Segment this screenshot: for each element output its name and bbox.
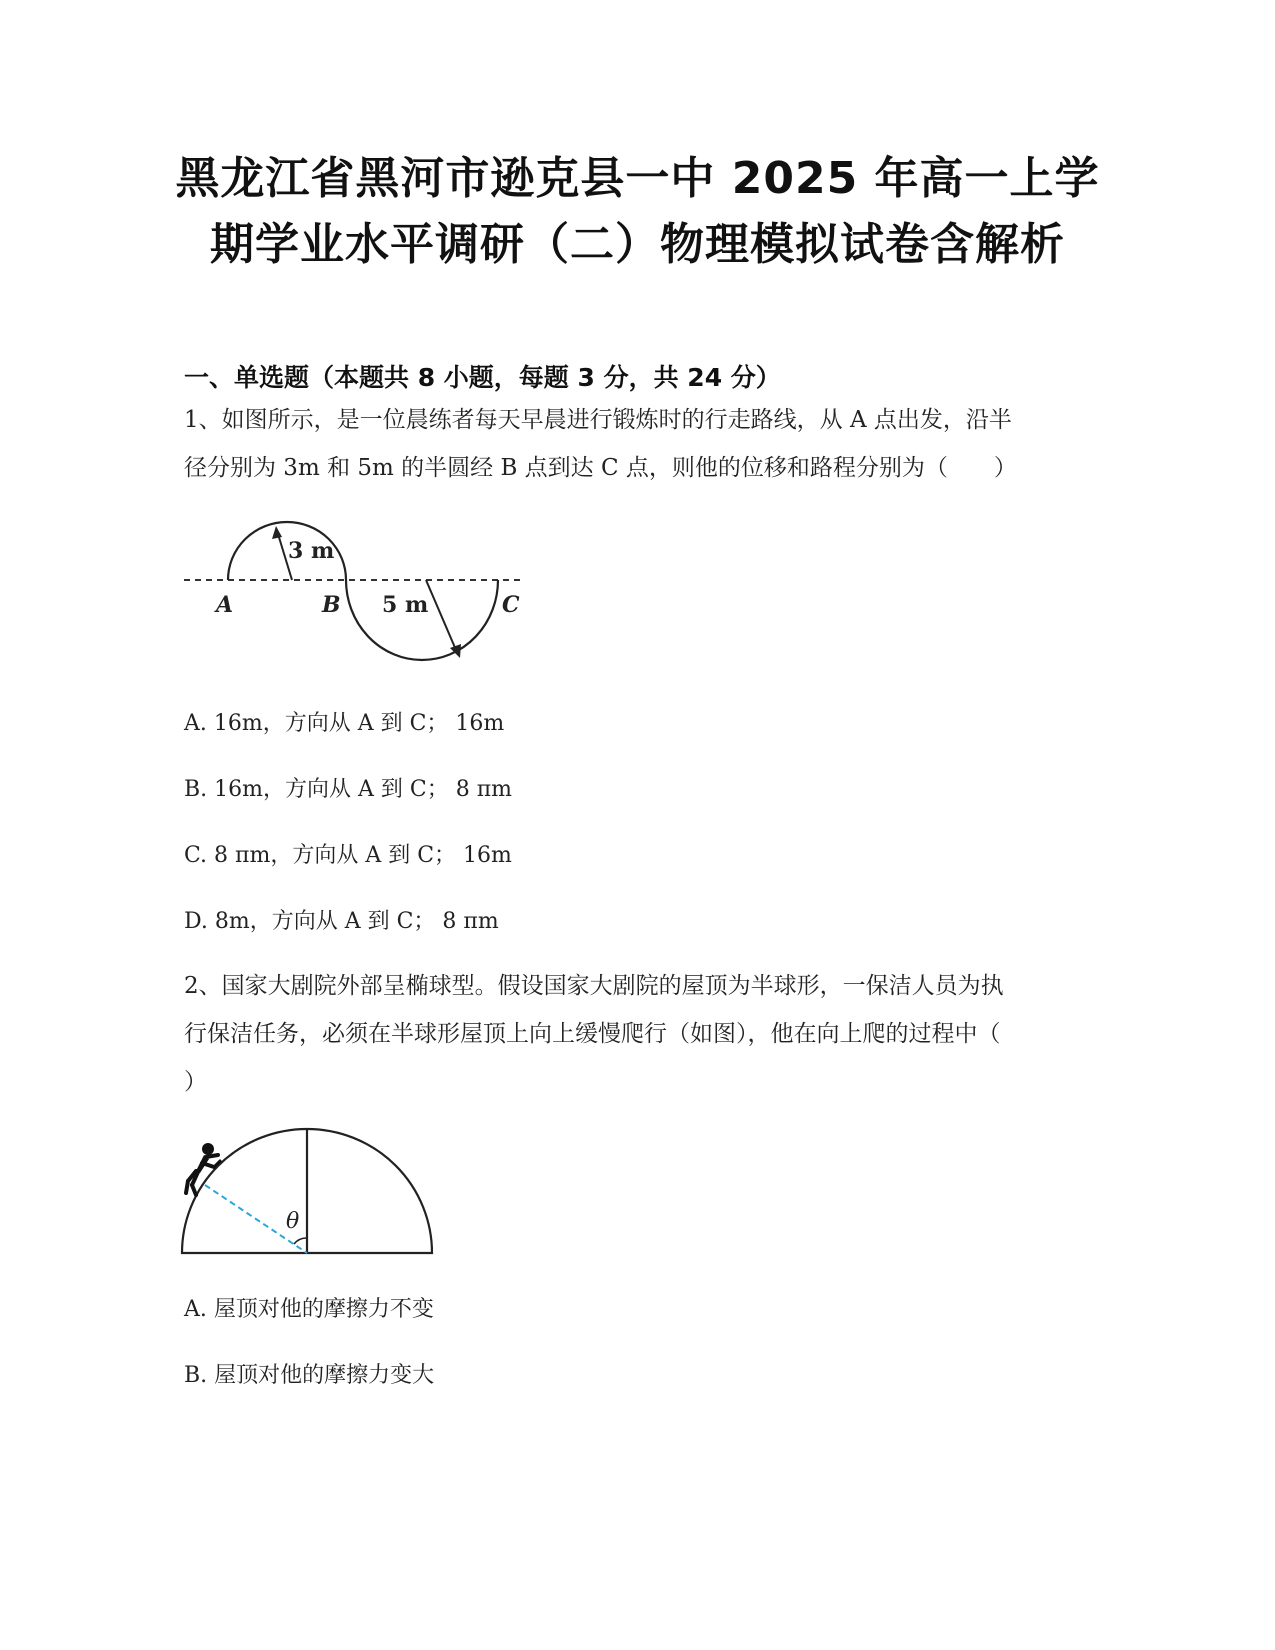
question-1-option-a: A. 16m，方向从 A 到 C； 16m bbox=[184, 711, 505, 736]
point-b-label: B bbox=[322, 592, 341, 618]
question-2-option-a: A. 屋顶对他的摩擦力不变 bbox=[184, 1297, 434, 1322]
large-radius-arrow bbox=[426, 580, 456, 650]
small-radius-arrowhead bbox=[272, 526, 282, 539]
page-title-line1: 黑龙江省黑河市逊克县一中 2025 年高一上学 bbox=[175, 153, 1100, 204]
question-1-line-2: 径分别为 3m 和 5m 的半圆经 B 点到达 C 点，则他的位移和路程分别为（ ） bbox=[184, 455, 1017, 481]
small-radius-label: 3 m bbox=[288, 538, 335, 564]
question-1-option-d: D. 8m，方向从 A 到 C； 8 πm bbox=[184, 909, 499, 934]
page-title-line2: 期学业水平调研（二）物理模拟试卷含解析 bbox=[210, 219, 1065, 270]
question-1-option-b: B. 16m，方向从 A 到 C； 8 πm bbox=[184, 777, 513, 802]
question-2-line-2: 行保洁任务，必须在半球形屋顶上向上缓慢爬行（如图），他在向上爬的过程中（ bbox=[184, 1021, 1001, 1047]
question-2-figure bbox=[178, 1125, 440, 1260]
question-1-text bbox=[184, 396, 1084, 492]
point-c-label: C bbox=[502, 592, 520, 618]
large-radius-arrowhead bbox=[450, 644, 461, 658]
question-2-line-3: ） bbox=[184, 1069, 207, 1095]
question-1-line-1: 1、如图所示，是一位晨练者每天早晨进行锻炼时的行走路线，从 A 点出发，沿半 bbox=[184, 407, 1012, 433]
section-heading: 一、单选题（本题共 8 小题，每题 3 分，共 24 分） bbox=[184, 363, 781, 392]
question-2-option-b: B. 屋顶对他的摩擦力变大 bbox=[184, 1363, 435, 1388]
question-2-text bbox=[184, 962, 1084, 1106]
point-a-label: A bbox=[216, 592, 234, 618]
theta-label: θ bbox=[286, 1209, 300, 1234]
question-1-option-c: C. 8 πm，方向从 A 到 C； 16m bbox=[184, 843, 512, 868]
large-radius-label: 5 m bbox=[382, 592, 429, 618]
question-1-figure bbox=[180, 512, 530, 667]
question-2-line-1: 2、国家大剧院外部呈椭球型。假设国家大剧院的屋顶为半球形，一保洁人员为执 bbox=[184, 973, 1004, 999]
angle-arc bbox=[294, 1238, 307, 1244]
